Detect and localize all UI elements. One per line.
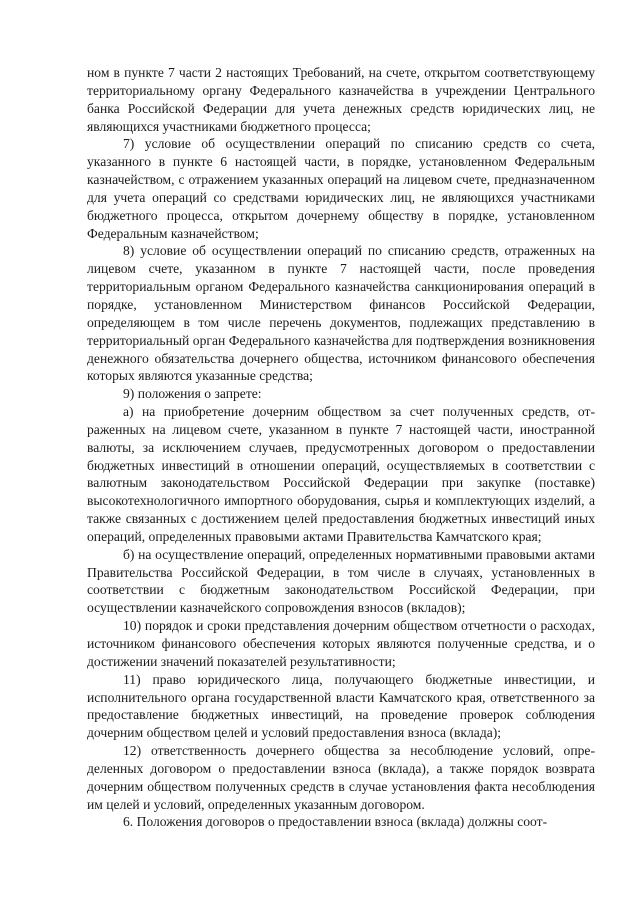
paragraph-continuation: ном в пункте 7 части 2 настоящих Требований, на счете, открытом соответствующему территориальному органу Федерального казначейства в учреждении Центрального банка Российской Федерации для учета денежных средств юридических лиц, не являющихся участниками бюджетного процесса; (87, 65, 595, 134)
paragraph-item-7: 7) условие об осуществлении операций по списанию средств со счета, указанного в пункте 6 настоящей части, в порядке, установленном Федеральным казначейством, с отражением указанных операций на лицевом счете, предназначенном для учета операций со средствами юридических лиц, не являющихся участниками бюджетного процесса, открытом дочернему обществу в порядке, установленном Федеральным казначейством; (87, 136, 595, 241)
paragraph-item-8: 8) условие об осуществлении операций по списанию средств, отраженных на лицевом счете, указанном в пункте 7 настоящей части, после проведения территориальным органом Федерального казначейства санкционирования операций в порядке, установленном Министерством финансов Российской Федерации, определяющем в том числе перечень документов, подлежащих представлению в территориальный орган Федерального казначейства для подтверждения возникновения денежного обязательства дочернего общества, источником финансового обеспечения которых являются указанные средства; (87, 243, 595, 384)
paragraph-item-12: 12) ответственность дочернего общества за несоблюдение условий, определенных договором о предоставлении взноса (вклада), а также порядок возврата дочерним обществом полученных средств в случае установления факта несоблюдения им целей и условий, определенных указанным договором. (87, 743, 595, 812)
paragraph-item-9a: а) на приобретение дочерним обществом за счет полученных средств, отраженных на лицевом счете, указанном в пункте 7 настоящей части, иностранной валюты, за исключением случаев, предусмотренных договором о предоставлении бюджетных инвестиций в отношении операций, осуществляемых в соответствии с валютным законодательством Российской Федерации при закупке (поставке) высокотехнологичного импортного оборудования, сырья и комплектующих изделий, а также связанных с достижением целей предоставления бюджетных инвестиций иных операций, определенных правовыми актами Правительства Камчатского края; (87, 404, 595, 544)
paragraph-item-10: 10) порядок и сроки представления дочерним обществом отчетности о расходах, источником финансового обеспечения которых являются полученные средства, и о достижении значений показателей результативности; (87, 618, 595, 669)
paragraph-section-6: 6. Положения договоров о предоставлении взноса (вклада) должны соот- (123, 814, 548, 830)
paragraph-item-9b: б) на осуществление операций, определенных нормативными правовыми актами Правительства Российской Федерации, в том числе в случаях, установленных в соответствии с бюджетным законодательством Российской Федерации, при осуществлении казначейского сопровождения взносов (вкладов); (87, 546, 595, 616)
document-body (87, 64, 595, 831)
paragraph-item-11: 11) право юридического лица, получающего бюджетные инвестиции, и исполнительного органа государственной власти Камчатского края, ответственного за предоставление бюджетных инвестиций, на проведение проверок соблюдения дочерним обществом целей и условий предоставления взноса (вклада); (87, 671, 595, 741)
paragraph-item-9: 9) положения о запрете: (123, 386, 262, 402)
